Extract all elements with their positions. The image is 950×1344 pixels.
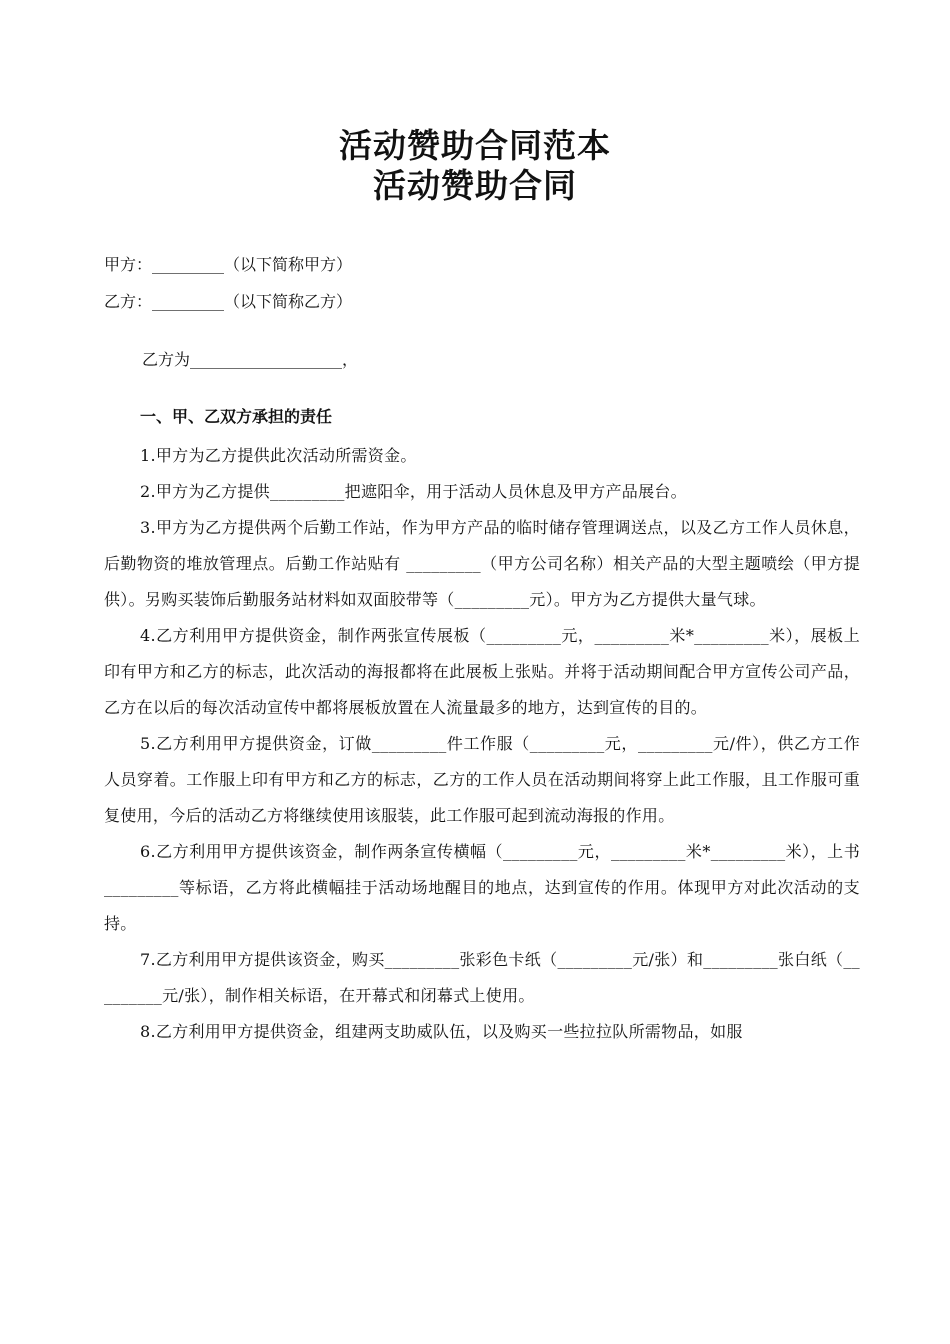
document-subtitle: 活动赞助合同 <box>373 166 577 205</box>
clause-1: 1.甲方为乙方提供此次活动所需资金。 <box>140 446 417 465</box>
clause-8: 8.乙方利用甲方提供资金，组建两支助威队伍，以及购买一些拉拉队所需物品，如服 <box>140 1022 743 1041</box>
section-heading: 一、甲、乙双方承担的责任 <box>140 407 333 426</box>
clause-3: 3.甲方为乙方提供两个后勤工作站，作为甲方产品的临时储存管理调送点，以及乙方工作人员休息，后勤物资的堆放管理点。后勤工作站贴有 _________（甲方公司名称）相关产品的大型主题喷绘（甲方提供）。另购买装饰后勤服务站材料如双面胶带等（_________元）。甲方为乙方提供大量气球。 <box>104 518 860 609</box>
clause-2: 2.甲方为乙方提供_________把遮阳伞，用于活动人员休息及甲方产品展台。 <box>140 482 687 501</box>
clause-7: 7.乙方利用甲方提供该资金，购买_________张彩色卡纸（_________元/张）和_________张白纸（_________元/张），制作相关标语，在开幕式和闭幕式上使用。 <box>104 950 860 1005</box>
intro-line: 乙方为___________________， <box>142 350 359 369</box>
document-title: 活动赞助合同范本 <box>339 126 611 165</box>
clause-6: 6.乙方利用甲方提供该资金，制作两条宣传横幅（_________元，_________米*_________米），上书_________等标语，乙方将此横幅挂于活动场地醒目的地点，达到宣传的作用。体现甲方对此次活动的支持。 <box>104 842 860 933</box>
party-b-line: 乙方：_________（以下简称乙方） <box>104 292 353 311</box>
party-a-line: 甲方：_________（以下简称甲方） <box>104 255 353 274</box>
clause-4: 4.乙方利用甲方提供资金，制作两张宣传展板（_________元，_________米*_________米），展板上印有甲方和乙方的标志，此次活动的海报都将在此展板上张贴。并将于活动期间配合甲方宣传公司产品，乙方在以后的每次活动宣传中都将展板放置在人流量最多的地方，达到宣传的目的。 <box>104 626 860 717</box>
clauses-list <box>104 438 860 1050</box>
clause-5: 5.乙方利用甲方提供资金，订做_________件工作服（_________元，_________元/件），供乙方工作人员穿着。工作服上印有甲方和乙方的标志，乙方的工作人员在活动期间将穿上此工作服，且工作服可重复使用，今后的活动乙方将继续使用该服装，此工作服可起到流动海报的作用。 <box>104 734 860 825</box>
